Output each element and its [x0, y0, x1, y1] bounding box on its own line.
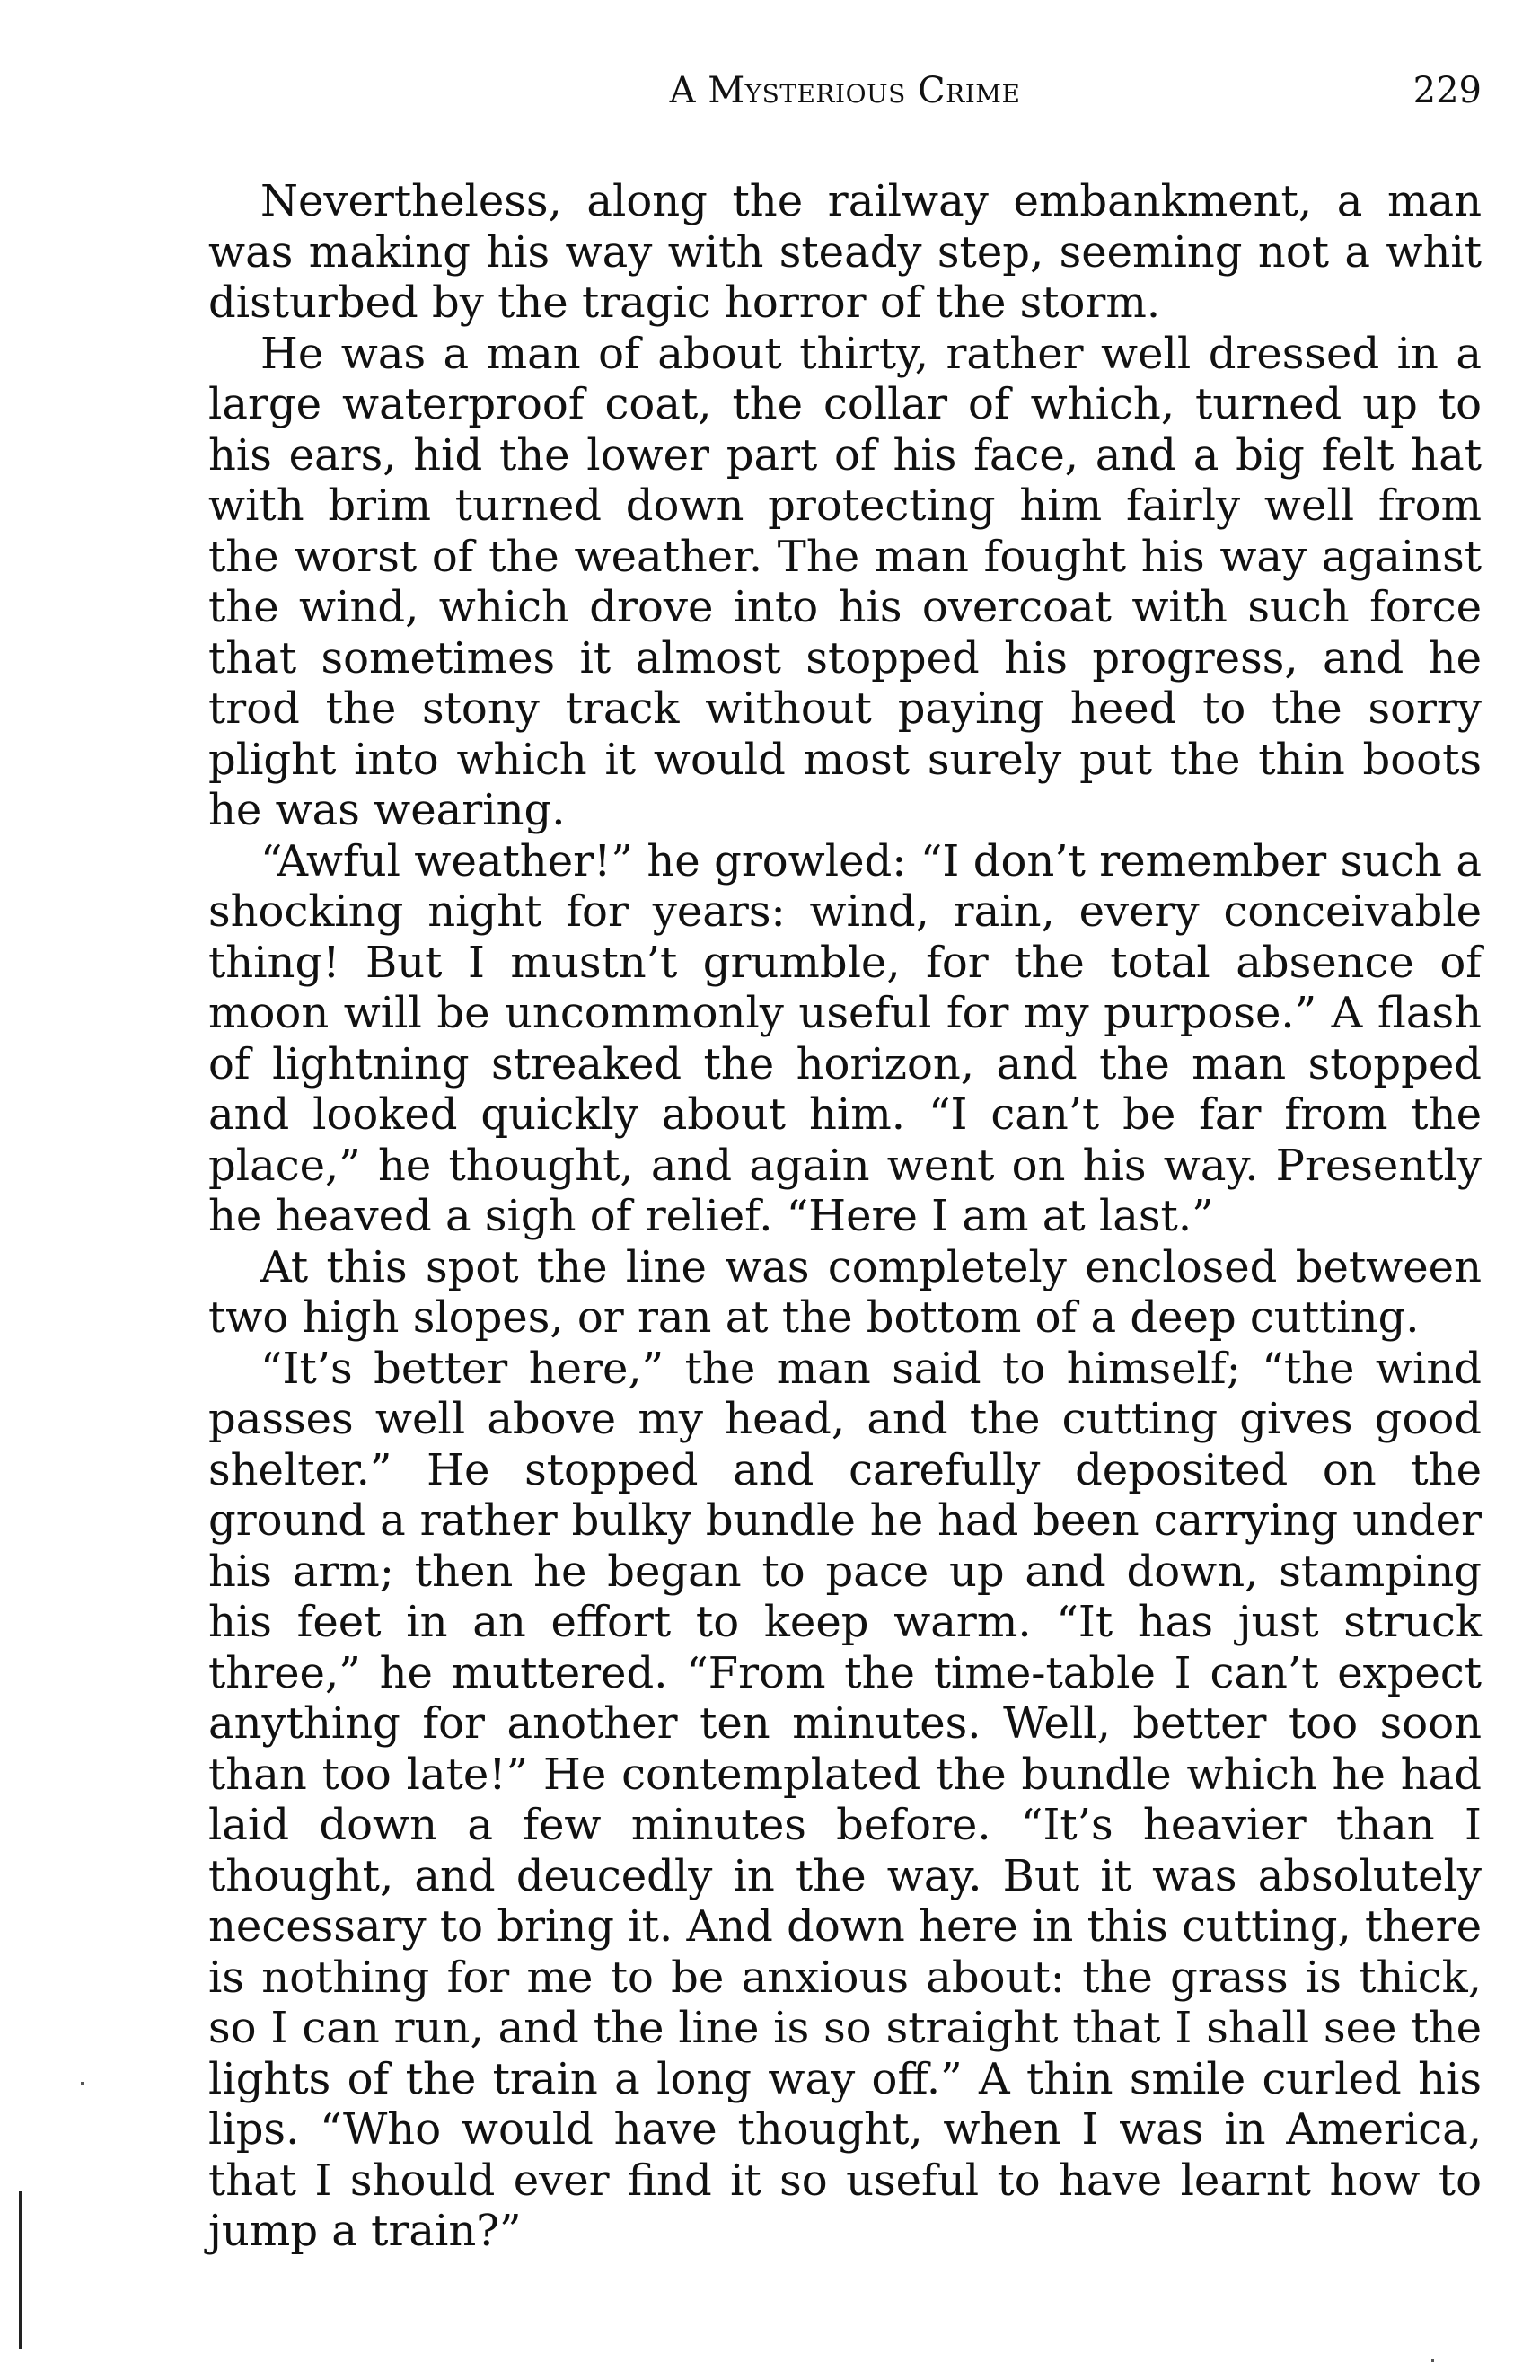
running-title: A Mysterious Crime — [669, 70, 1021, 111]
running-head — [208, 70, 1482, 124]
page-number: 229 — [1412, 70, 1482, 111]
paragraph: “Awful weather!” he growled: “I don’t remember such a shocking night for years: wind, rain, every conceivable thing! But I mustn’t grumble, for the total absence of moon will be uncommonly useful for my purpose.” A flash of lightning streaked the horizon, and the man stopped and looked quickly about him. “I can’t be far from the place,” he thought, and again went on his way. Presently he heaved a sigh of relief. “Here I am at last.” — [208, 835, 1482, 1241]
paragraph: Nevertheless, along the railway embankment, a man was making his way with steady step, seeming not a whit disturbed by the tragic horror of the storm. — [208, 176, 1482, 328]
scan-speck — [1431, 2359, 1434, 2362]
body-text — [208, 176, 1482, 2257]
paragraph: He was a man of about thirty, rather well dressed in a large waterproof coat, the collar of which, turned up to his ears, hid the lower part of his face, and a big felt hat with brim turned down protecting him fairly well from the worst of the weather. The man fought his way against the wind, which drove into his overcoat with such force that sometimes it almost stopped his progress, and he trod the stony track without paying heed to the sorry plight into which it would most surely put the thin boots he was wearing. — [208, 328, 1482, 835]
scan-speck — [81, 2082, 84, 2085]
paragraph: “It’s better here,” the man said to himself; “the wind passes well above my head, and the cutting gives good shelter.” He stopped and carefully deposited on the ground a rather bulky bundle he had been carrying under his arm; then he began to pace up and down, stamping his feet in an effort to keep warm. “It has just struck three,” he muttered. “From the time-table I can’t expect anything for another ten minutes. Well, better too soon than too late!” He contemplated the bundle which he had laid down a few minutes before. “It’s heavier than I thought, and deucedly in the way. But it was absolutely necessary to bring it. And down here in this cutting, there is nothing for me to be anxious about: the grass is thick, so I can run, and the line is so straight that I shall see the lights of the train a long way off.” A thin smile curled his lips. “Who would have thought, when I was in America, that I should ever find it so useful to have learnt how to jump a train?” — [208, 1343, 1482, 2256]
paragraph: At this spot the line was completely enclosed between two high slopes, or ran at the bottom of a deep cutting. — [208, 1241, 1482, 1343]
scan-edge-mark — [19, 2191, 22, 2349]
